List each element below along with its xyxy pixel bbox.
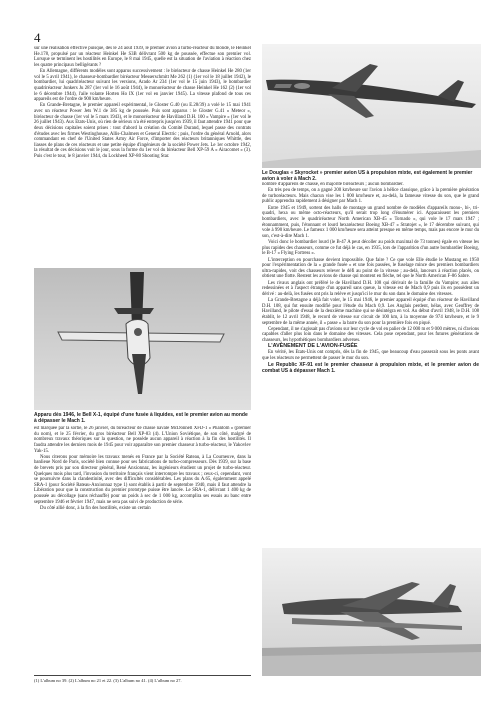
bell-x1-caption: Apparu dès 1946, le Bell X-1, équipé d'une fusée à liquides, est le premier avion au monde à dépasser le Mach 1.	[34, 412, 248, 425]
skyrocket-photo	[262, 44, 481, 168]
skyrocket-image	[262, 44, 481, 168]
section-heading: L'AVÈNEMENT DE L'AVION-FUSÉE	[268, 343, 358, 350]
republic-xf91-image	[262, 548, 481, 676]
republic-xf91-photo	[262, 548, 481, 676]
right-paragraph-8: Cependant, il ne s'agissait pas d'avions sur leur cycle de vol en palier de 12 000 m et 9 000 mètres, ni d'avions capables d'aller plus loin dans le domaine des vitesses. Cela pose cependant, pour les futures générations de chasseurs, les hypothétiques bombardiers adverses.	[262, 326, 479, 344]
bell-x1-photo	[34, 268, 251, 410]
left-column-top	[34, 46, 251, 264]
right-column	[262, 182, 479, 542]
page-number: 4	[34, 30, 41, 45]
right-paragraph-1: nombre d'appareils de chasse, en majorité biréacteurs ; aucun bombardier.	[262, 182, 404, 187]
left-paragraph-1: sur une réalisation effective puisque, dès le 24 août 1939, le premier avion à turbo-réacteur du monde, le Heinkel He.178, propulsé par un réacteur Heinkel He S3B délivrant 500 kg de poussée, effectue son premier vol. Lorsque se terminent les hostilités en Europe, le 8 mai 1945, quelle est la situation de l'aviation à réaction chez les quatre principaux belligérants ?	[34, 46, 251, 68]
right-paragraph-7: La Grande-Bretagne a déjà fait voler, le 15 mai 1946, le premier appareil équipé d'un réacteur de Havilland D.H. 108, qui fut ensuite modifié pour l'étude du Mach 0,9. Les Anglais perdent, hélas, avec Geoffrey de Havilland, le pilote d'essai de la deuxième machine qui se désintégra en vol. Au début d'avril 1948, le D.H. 108 établit, le 12 avril 1948, le record de vitesse sur circuit de 100 km, à la moyenne de 974 km/heure, et le 9 septembre de la même année, il « passe » la barre du son pour la première fois en piqué.	[262, 298, 479, 326]
left-paragraph-6: Du côté allié donc, à la fin des hostilités, existe un certain	[40, 505, 151, 511]
skyrocket-caption: Le Douglas « Skyrocket » premier avion US à propulsion mixte, est également le premier avion à voler à Mach 2.	[262, 170, 473, 183]
republic-caption: Le Republic XF-91 est le premier chasseur à propulsion mixte, et le premier avion de combat US à dépasser Mach 1.	[262, 362, 479, 375]
left-column-bottom	[34, 426, 251, 670]
left-paragraph-2: En Allemagne, différents modèles sont apparus successivement : le biréacteur de chasse Heinkel He 280 (1er vol le 5 avril 1941), le chasseur-bombardier biréacteur Messerschmitt Me 262 (1) (1er vol le 18 juillet 1942), le bombardier, lui quadriréacteur suivant les versions, Arado Ar 234 (1er vol le 15 juin 1943), le bombardier quadriréacteur Junkers Ju 287 (1er vol le 16 août 1944), le monoréacteur de chasse Heinkel He 162 (2) (1er vol le 6 décembre 1944), l'aile volante Horten Ho IX (1er vol en janvier 1945). La vitesse plafond de tous ces appareils est de l'ordre de 900 km/heure.	[34, 69, 251, 103]
bell-x1-image	[34, 268, 251, 410]
left-paragraph-3: En Grande-Bretagne, le premier appareil expérimental, le Gloster G.40 (ou E.28/39) a volé le 15 mai 1941 avec un réacteur Power Jets W.1 de 385 kg de poussée. Puis sont apparus : le Gloster G.41 « Meteor », biréacteur de chasse (1er vol le 5 mars 1943), et le monoréacteur de Havilland D.H. 100 « Vampire » (1er vol le 26 juillet 1943). Aux Etats-Unis, où rien de sérieux n'a été entrepris jusqu'en 1939, il faut attendre 1941 pour que deux décisions capitales soient prises : tout d'abord la création du Comité Durand, lequel passe des contrats d'études avec les firmes Westinghouse, Allis-Chalmers et General Electric ; puis, l'ordre du général Arnold, alors commandant en chef de l'United States Army Air Force, d'importer des réacteurs britanniques Whittle, des liasses de plans de ces réacteurs et une petite équipe d'ingénieurs de la société Power Jets. Le 1er octobre 1942, la résultat de ces décisions voit le jour, sous la forme du 1er vol du biréacteur Bell XP-59 A « Airacomet » (3). Puis c'est le tour, le 8 janvier 1944, du Lockheed XP-80 Shooting Star.	[34, 103, 251, 160]
right-paragraph-3: Entre 1945 et 1949, sortent des halls de montage un grand nombre de modèles d'appareils mono-, bi-, tri- quadri, hexa ou même octo-réacteurs, qu'il serait trop long d'énumérer ici. Apparaissent les premiers bombardiers, avec le quadriréacteur North American XB-45 « Tornado », qui vole le 17 mars 1947 ; étonnamment, puis, l'étonnant et lourd hexaréacteur Boeing XB-47 « Stratojet », le 17 décembre suivant, qui vole à 990 km/heure. Le fameux 1 000 km/heure sera atteint presque en même temps, mais pas encore le mur du son, c'est-à-dire Mach 1.	[262, 205, 479, 239]
left-paragraph-5: Nous citerons pour mémoire les travaux menés en France par la Société Rateau, à La Courneuve, dans la banlieue Nord de Paris, société bien connue pour ses fabrications de turbo-compresseurs. Dès 1939, sur la base de brevets pris par son directeur général, René Anxionnaz, les ingénieurs étudient un projet de turbo-réacteur. Quelques mois plus tard, l'invasion du territoire français vient interrompre les travaux ; ceux-ci, cependant, vont se poursuivre dans la clandestinité, avec des difficultés considérables. Les plans du A.65, égalemment appelé SRA-1 (pour Société Rateau-Anxionnaz type 1) sont établis à partir de septembre 1940, mais il faut attendre la Libération pour que la construction du premier prototype puisse être lancée. Le SRA-1, délivrant 1 400 kg de poussée au décollage (sans réchauffe) pour un poids à sec de 1 000 kg, accomplira ses essais au banc entre septembre 1946 et février 1947, mais ne sera pas suivi de production de série.	[34, 454, 251, 505]
right-paragraph-4: Voici donc le bombardier lourd (le B-47 A peut décoller au poids maximal de 73 tonnes) égale en vitesse les plus rapides des chasseurs, comme ce fut déjà le cas, en 1935, lors de l'apparition d'un autre bombardier Boeing, le B-17 « Flying Fortress ».	[262, 240, 479, 257]
right-paragraph-5: L'interception en pourchasse devient impossible. Que faire ? Ce que vole Elle étudie le Mustang en 1950 pour l'expérimentation de la « grande fusée » et une fois passées, le fuselage mince des premiers bombardiers ultra-rapides, voit des chasseurs relever le défi au point de la vitesse ; au-delà, lanceurs à réaction placés, on obtient une flotte. Restent les avions de chasse qui montent en flèche, tel que le North American F-86 Sabre.	[262, 257, 479, 280]
left-paragraph-4: est marquée par la sortie, le 26 janvier, du biréacteur de chasse navale McDonnell XFD-1 « Phantom » (premier du nom), et le 25 février, du gros biréacteur Bell XP-83 (4). L'Union Soviétique, de son côté, malgré de nombreux travaux théoriques sur la question, ne possède aucun appareil à réaction à la fin des hostilités. Il faudra attendre les derniers mois de 1945 pour voir apparaître son premier chasseur à turbo-réacteur, le Yakovlev Yak-15.	[34, 426, 251, 454]
right-paragraph-2: En très peu de temps, on a gagné 200 km/heure sur l'avion à hélice classique, grâce à la première génération de turboréacteurs. Mais chacun vise les 1 000 km/heure et, au-delà, la fameuse vitesse du son, que le grand public apprendra rapidement à désigner par Mach 1.	[262, 188, 479, 205]
footnotes: (1) L'album no 39. (2) L'album no 21 et 22. (3) L'album no 41. (4) L'album no 27.	[34, 675, 251, 684]
right-paragraph-6: Les rivaux anglais ont préféré le de Havilland D.H. 108 qui dérivait de la famille du Vampire; aux ailes redessinées et à l'aspect étrange d'un appareil sans queue, la vitesse est de Mach 0,9 puis ils en possèdent un dérivé : au-delà, les fusées ont pris la relève et jusqu'ici le mur du son dans le domaine des vitesses.	[262, 280, 479, 297]
right-paragraph-9: En vérité, les Etats-Unis ont compris, dès la fin de 1945, que beaucoup d'eau passerait sous les ponts avant que les réacteurs ne permettent de passer le mur du son.	[262, 350, 479, 362]
